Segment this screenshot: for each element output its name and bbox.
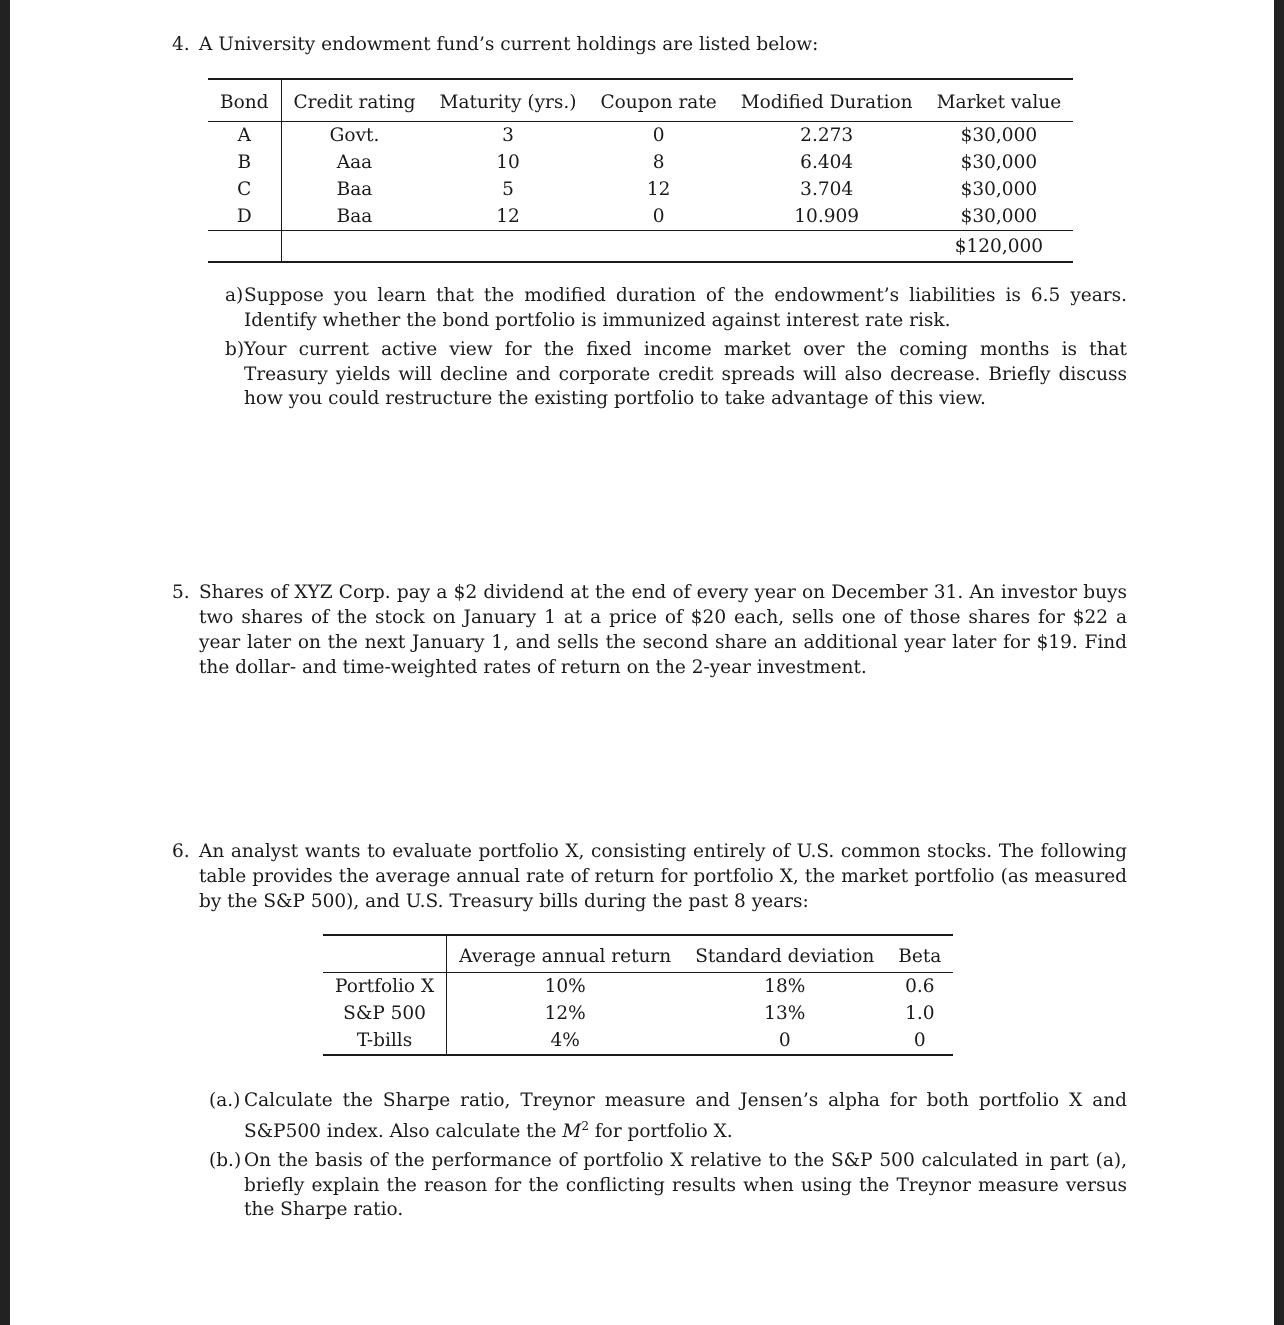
column-header: Coupon rate [588, 79, 728, 122]
table-cell: $30,000 [960, 179, 1038, 200]
column-header [323, 935, 447, 973]
part-label: (b.) [209, 1150, 242, 1172]
part-label: b) [225, 339, 245, 360]
table-cell: 1.0 [905, 1003, 935, 1024]
table-total-row [208, 231, 1073, 263]
table-row [208, 176, 1073, 203]
table-cell: $30,000 [960, 125, 1038, 146]
part-text: Calculate the Sharpe ratio, Treynor measure and Jensen’s alpha for both portfolio X and S&P500 index. Also calculate the $M^2$ for portfolio X. [244, 1090, 1127, 1142]
table-row [323, 1027, 953, 1055]
table-cell: 12 [646, 179, 671, 200]
column-header: Credit rating [281, 79, 428, 122]
table-cell: 4% [550, 1030, 580, 1051]
part-label: (a.) [209, 1090, 241, 1111]
table-header-row [208, 79, 1073, 122]
question-text: Shares of XYZ Corp. pay a $2 dividend at the end of every year on December 31. An investor buys two shares of the stock on January 1 at a price of $20 each, sells one of those shares for $22 a year later on the next January 1, and sells the second share an additional year later for $19. Find the dollar- and time-weighted rates of return on the 2-year investment. [199, 582, 1127, 678]
table-cell: 3 [502, 125, 514, 146]
table-cell: Aaa [336, 152, 373, 173]
part-text: Suppose you learn that the modified duration of the endowment’s liabilities is 6.5 years. Identify whether the bond portfolio is immunized against interest rate risk. [244, 285, 1127, 331]
question-number: 6. [172, 841, 190, 862]
table-cell: Baa [336, 179, 373, 200]
table-cell: A [208, 122, 281, 150]
question-part [172, 1149, 1127, 1223]
table-cell: 13% [764, 1003, 806, 1024]
table-cell: 10 [496, 152, 520, 173]
table-cell: 0 [778, 1030, 791, 1051]
column-header: Maturity (yrs.) [428, 79, 589, 122]
row-label: S&P 500 [323, 1000, 447, 1027]
table-cell: 10.909 [794, 206, 860, 227]
question-part [172, 284, 1127, 333]
math-variable: M [562, 1120, 582, 1142]
table-row [208, 149, 1073, 176]
table-cell: 0.6 [905, 976, 935, 997]
column-header: Beta [886, 935, 953, 973]
column-header: Bond [208, 79, 281, 122]
column-header: Modified Duration [729, 79, 925, 122]
table-cell: 0 [652, 206, 665, 227]
table-row [323, 973, 953, 1001]
table-cell: $30,000 [960, 152, 1038, 173]
table-cell: 8 [652, 152, 665, 173]
question-intro: An analyst wants to evaluate portfolio X, consisting entirely of U.S. common stocks. The following table provides the average annual rate of return for portfolio X, the market portfolio (as measured by the S&P 500), and U.S. Treasury bills during the past 8 years: [199, 841, 1127, 912]
question-number: 5. [172, 582, 190, 603]
column-header: Market value [925, 79, 1074, 122]
table-cell: 0 [652, 125, 665, 146]
math-superscript: 2 [581, 1118, 589, 1133]
table-cell: C [208, 176, 281, 203]
question-6 [172, 839, 1127, 914]
row-label: T-bills [323, 1027, 447, 1055]
table-cell: 6.404 [800, 152, 854, 173]
question-4-parts [172, 284, 1127, 417]
table-cell: 3.704 [800, 179, 854, 200]
table-row [208, 122, 1073, 150]
table-cell: $30,000 [960, 206, 1038, 227]
table-cell: Baa [336, 206, 373, 227]
table-row [208, 203, 1073, 231]
question-part [172, 1089, 1127, 1144]
table-cell: D [208, 203, 281, 231]
table-cell: 18% [764, 976, 806, 997]
table-cell: 2.273 [800, 125, 854, 146]
column-header: Standard deviation [683, 935, 886, 973]
table-cell: B [208, 149, 281, 176]
question-6-parts [172, 1089, 1127, 1228]
table-cell: 5 [502, 179, 514, 200]
part-label: a) [225, 285, 244, 306]
question-4 [172, 32, 1127, 57]
table-header-row [323, 935, 953, 973]
table-cell: 0 [913, 1030, 926, 1051]
question-intro: A University endowment fund’s current holdings are listed below: [199, 34, 819, 55]
column-header: Average annual return [447, 935, 684, 973]
table-row [323, 1000, 953, 1027]
part-text: Your current active view for the fixed income market over the coming months is that Treasury yields will decline and corporate credit spreads will also decrease. Briefly discuss how you could restructure the existing portfolio to take advantage of this view. [244, 339, 1127, 409]
total-market-value: $120,000 [925, 231, 1074, 263]
part-text: On the basis of the performance of portfolio X relative to the S&P 500 calculated in part (a), briefly explain the reason for the conflicting results when using the Treynor measure versus the Sharpe ratio. [244, 1150, 1127, 1221]
question-part [172, 338, 1127, 412]
table-cell: 10% [544, 976, 586, 997]
question-5 [172, 580, 1127, 680]
table-cell: 12% [544, 1003, 586, 1024]
table-cell: Govt. [329, 125, 380, 146]
portfolio-performance-table [323, 934, 953, 1056]
table-cell: 12 [496, 206, 520, 227]
row-label: Portfolio X [323, 973, 447, 1001]
bond-holdings-table [208, 78, 1073, 263]
question-number: 4. [172, 34, 190, 55]
